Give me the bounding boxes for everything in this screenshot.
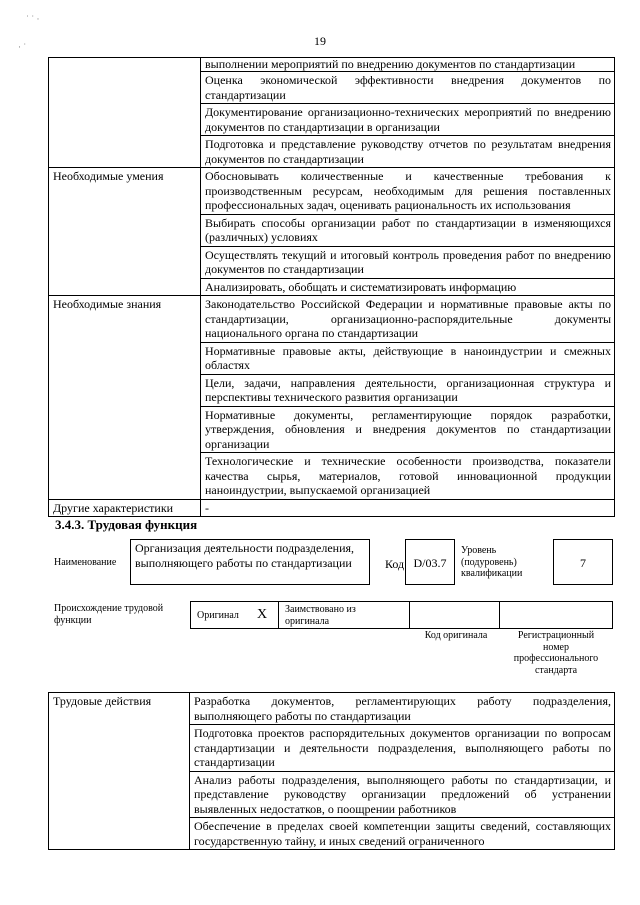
table-cell: Разработка документов, регламентирующих работу подразделения, выполняющего работы по стандартизации: [190, 693, 615, 725]
table-cell: -: [201, 499, 615, 517]
code-caption: Код оригинала: [424, 630, 488, 641]
table-cell: Подготовка и представление руководству отчетов по результатам внедрения документов по стандартизации: [201, 136, 615, 168]
borrowed-cell: [279, 602, 410, 628]
row-label: Необходимые умения: [49, 168, 201, 296]
original-label: Оригинал: [197, 610, 239, 621]
name-label: Наименование: [54, 557, 117, 568]
row-label: Другие характеристики: [49, 499, 201, 517]
original-code-cell: [410, 602, 500, 628]
table-cell: Цели, задачи, направления деятельности, организационная структура и перспективы технического развития организации: [201, 374, 615, 406]
table-cell: Оценка экономической эффективности внедрения документов по стандартизации: [201, 72, 615, 104]
table-cell: Нормативные документы, регламентирующие порядок разработки, утверждения, обновления и внедрения документов по стандартизации организации: [201, 406, 615, 453]
row-label: Трудовые действия: [49, 693, 190, 850]
borrowed-label: Заимствовано из оригинала: [285, 604, 356, 627]
table-cell: Технологические и технические особенности производства, показатели качества сырья, материалов, готовой инновационной продукции наноиндустрии, выпускаемой организацией: [201, 453, 615, 500]
origin-label: Происхождение трудовой функции: [54, 603, 164, 626]
table-cell: Документирование организационно-технических мероприятий по внедрению документов по стандартизации в организации: [201, 104, 615, 136]
table-row: [49, 499, 615, 517]
table-cell: выполнении мероприятий по внедрению документов по стандартизации: [201, 58, 615, 72]
table-cell: Подготовка проектов распорядительных документов организации по вопросам стандартизации и деятельности подразделения, выполняющего работы по стандартизации: [190, 725, 615, 772]
original-mark: X: [257, 607, 268, 622]
table-cell: Анализ работы подразделения, выполняющего работы по стандартизации, и представление руководству организации предложений об устранении выявленных недостатков, о поощрении работников: [190, 771, 615, 818]
code-label: Код: [385, 557, 405, 571]
table-cell: Выбирать способы организации работ по стандартизации в изменяющихся (различных) условиях: [201, 214, 615, 246]
reg-caption: Регистрационный номер профессионального стандарта: [513, 630, 599, 676]
original-cell: [191, 602, 279, 628]
table-cell: Обеспечение в пределах своей компетенции защиты сведений, составляющих государственную тайну, и иных сведений ограниченного: [190, 818, 615, 850]
corner-mark-2: · ˙: [18, 42, 27, 52]
table-row: [49, 296, 615, 343]
qualification-level: 7: [553, 539, 613, 585]
row-label: [49, 58, 201, 168]
work-actions-table: [48, 692, 615, 850]
competency-table: [48, 57, 615, 517]
function-name: Организация деятельности подразделения, выполняющего работы по стандартизации: [130, 539, 370, 585]
table-cell: Законодательство Российской Федерации и нормативные правовые акты по стандартизации, организационно-распорядительные документы национального органа по стандартизации: [201, 296, 615, 343]
table-cell: Нормативные правовые акты, действующие в наноиндустрии и смежных областях: [201, 342, 615, 374]
table-cell: Осуществлять текущий и итоговый контроль проведения работ по внедрению документов по стандартизации: [201, 246, 615, 278]
table-row: [49, 168, 615, 215]
section-title: 3.4.3. Трудовая функция: [55, 517, 198, 532]
level-label: Уровень (подуровень) квалификации: [461, 545, 523, 579]
table-row: [49, 693, 615, 725]
row-label: Необходимые знания: [49, 296, 201, 500]
function-code: D/03.7: [405, 539, 455, 585]
corner-mark: ˙ ˙ ·: [26, 14, 40, 24]
table-cell: Анализировать, обобщать и систематизировать информацию: [201, 278, 615, 296]
page-number: 19: [314, 34, 326, 48]
table-cell: Обосновывать количественные и качественные требования к производственным ресурсам, необходимым для решения поставленных профессиональных задач, оценивать рациональность их использования: [201, 168, 615, 215]
table-row: [49, 58, 615, 72]
origin-box: [190, 601, 613, 629]
